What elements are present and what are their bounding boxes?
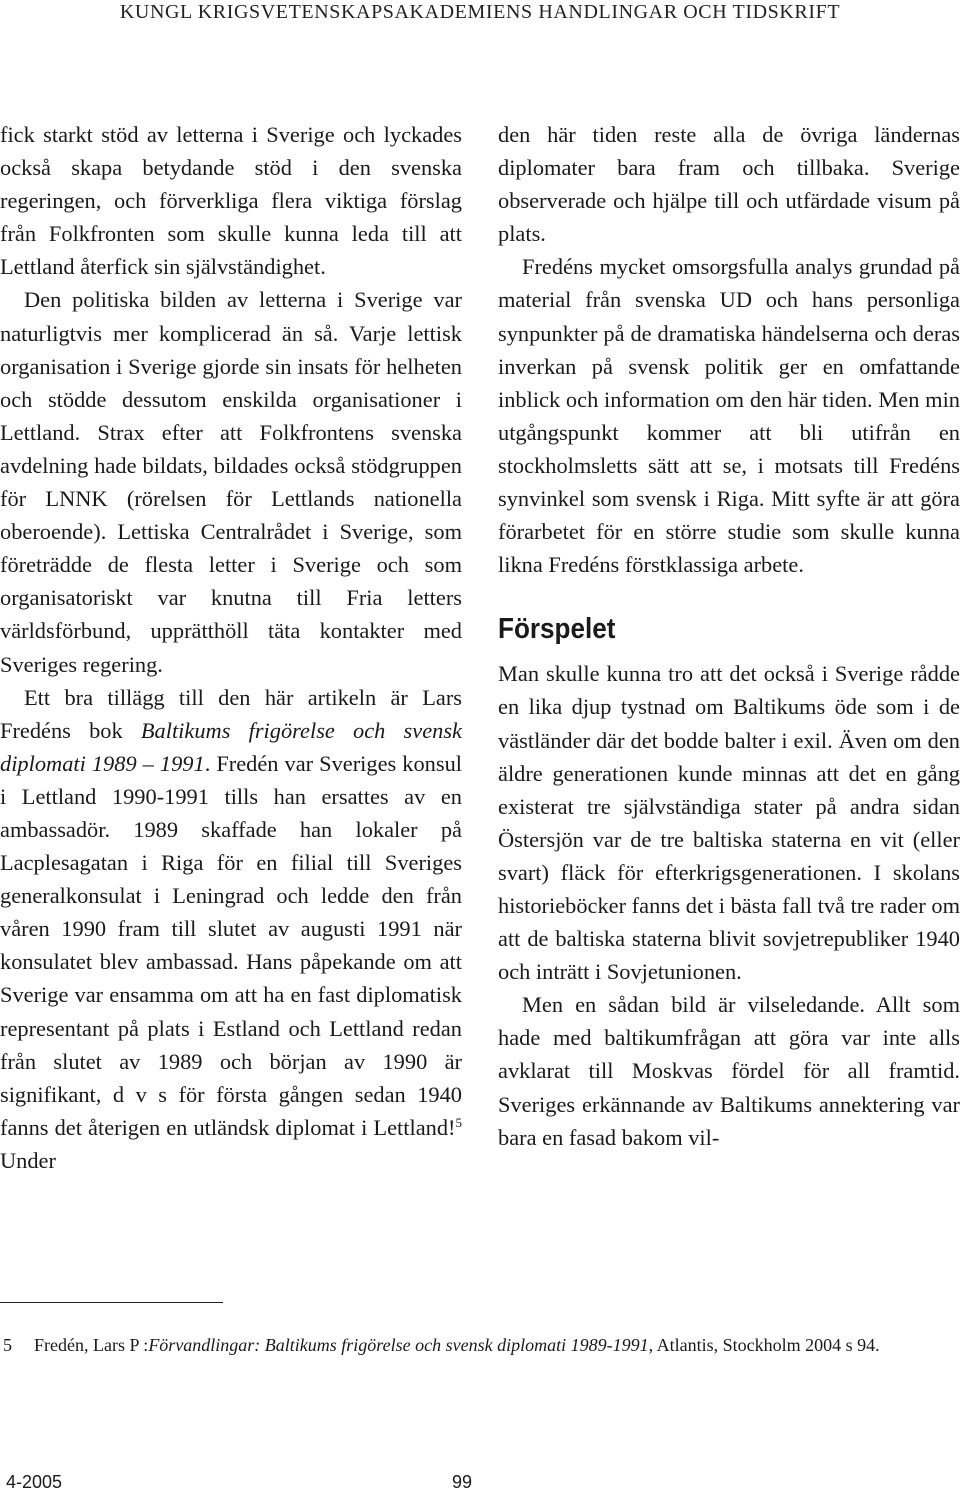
page-footer [0,1470,960,1494]
right-column [498,118,960,1154]
footnote-divider [0,1302,223,1303]
left-column [0,118,462,1177]
paragraph: Man skulle kunna tro att det också i Sverige rådde en lika djup tystnad om Baltikums öde som i de västländer där det bodde balter i exil. Även om den äldre generationen kunde minnas att det en gång existerat tre självständiga stater på andra sidan Östersjön var de tre baltiska staterna en vit (eller svart) fläck för efterkrigsgenerationen. I skolans historieböcker fanns det i bästa fall två tre rader om att de baltiska staterna blivit sovjetrepubliker 1940 och inträtt i Sovjetunionen. [498,661,960,985]
paragraph: Men en sådan bild är vilseledande. Allt som hade med baltikumfrågan att göra var inte alls avklarat till Moskvas fördel för all framtid. Sveriges erkännande av Baltikums annektering var bara en fasad bakom vil- [498,992,960,1150]
paragraph: Fredéns mycket omsorgsfulla analys grundad på material från svenska UD och hans personliga synpunkter på de dramatiska händelserna och deras inverkan på svensk politik ger en omfattande inblick och information om den här tiden. Men min utgångspunkt kommer att bli utifrån en stockholmsletts sätt att se, i motsats till Fredéns synvinkel som svensk i Riga. Mitt syfte är att göra förarbetet för en större studie som skulle kunna likna Fredéns förstklassiga arbete. [498,254,960,578]
paragraph-with-citation [0,681,462,1177]
text-span: Ett bra tillägg till den här artikeln är Lars Fredéns bok [0,684,462,743]
paragraph: fick starkt stöd av letterna i Sverige och lyckades också skapa betydande stöd i den svenska regeringen, och förverkliga flera viktiga förslag från Folkfronten som skulle kunna leda till att Lettland återfick sin självständighet. [0,122,462,280]
paragraph: den här tiden reste alla de övriga ländernas diplomater bara fram och tillbaka. Sverige observerade och hjälpe till och utfärdade visum på plats. [498,122,960,247]
footnote-number: 5 [3,1335,12,1355]
footnotes [0,1328,960,1362]
page-number: 99 [452,1472,473,1492]
footnote-publication: , Atlantis, Stockholm 2004 s 94. [648,1335,880,1355]
text-span: Under [0,1147,56,1173]
section-heading: Förspelet [498,613,616,646]
footnote-author: Fredén, Lars P : [34,1335,149,1355]
issue-label: 4-2005 [6,1472,63,1492]
paragraph: Den politiska bilden av letterna i Sverige var naturligtvis mer komplicerad än så. Varje lettisk organisation i Sverige gjorde sin insats för helheten och stödde dessutom enskilda organisationer i Lettland. Strax efter att Folkfrontens svenska avdelning hade bildats, bildades också stödgruppen för LNNK (rörelsen för Lettlands nationella oberoende). Lettiska Centralrådet i Sverige, som företrädde de flesta letter i Sverige och som organisatoriskt var knutna till Fria letters världsförbund, upprätthöll täta kontakter med Sveriges regering. [0,287,462,677]
book-title: Baltikums frigörelse och svensk diplomati 1989 – 1991 [0,717,462,776]
footnote-title: Förvandlingar: Baltikums frigörelse och svensk diplomati 1989-1991 [148,1335,649,1355]
footnote-reference[interactable]: 5 [455,1114,462,1130]
text-span: . Fredén var Sveriges konsul i Lettland 1990-1991 tills han ersattes av en ambassadör. 1989 skaffade han lokaler på Lacplesagatan i Riga för en filial till Sveriges generalkonsulat i Leningrad och ledde den från våren 1990 fram till slutet av augusti 1991 när konsulatet blev ambassad. Hans påpekande om att Sverige var ensamma om att ha en fast diplomatisk representant på plats i Estland och Lettland redan från slutet av 1989 och början av 1990 är signifikant, d v s för första gången sedan 1940 fanns det återigen en utländsk diplomat i Lettland! [0,750,462,1140]
footnote [0,1328,960,1362]
running-header: KUNGL KRIGSVETENSKAPSAKADEMIENS HANDLINGAR OCH TIDSKRIFT [119,1,841,23]
